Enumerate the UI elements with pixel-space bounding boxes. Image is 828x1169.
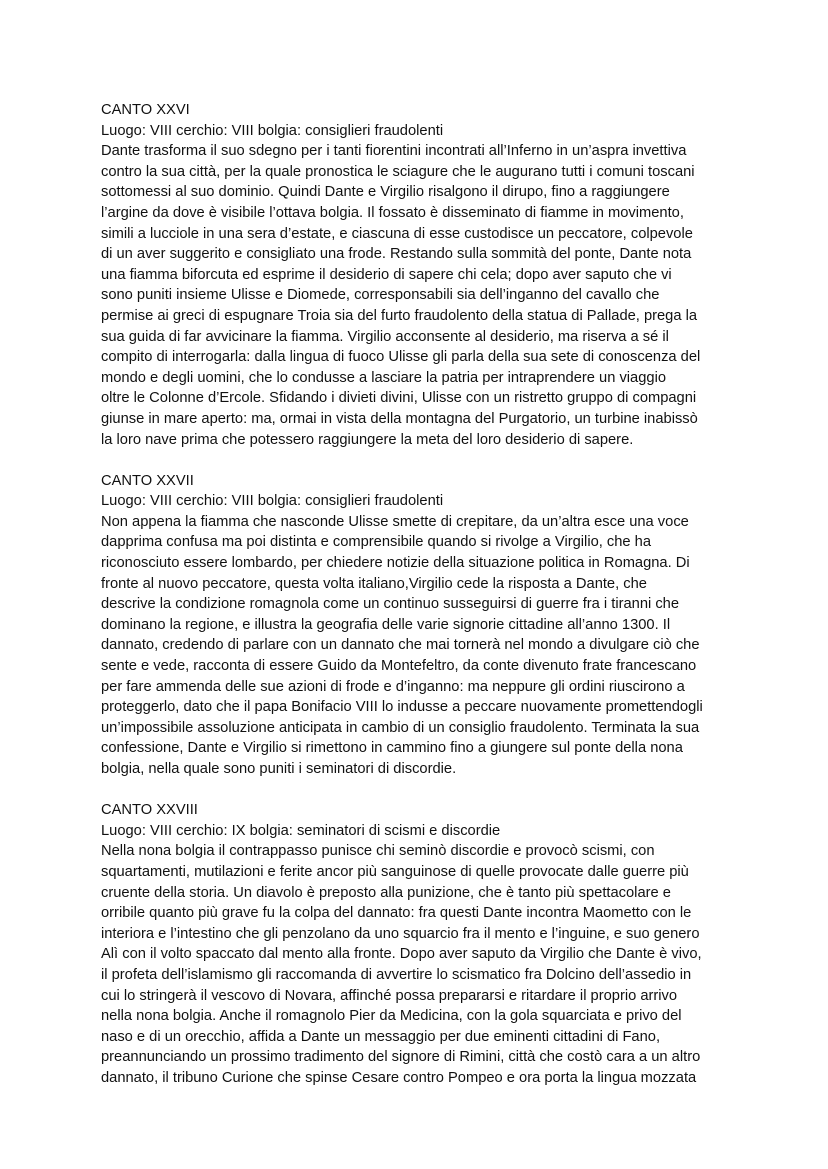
body-text-line: Nella nona bolgia il contrappasso punisce chi seminò discordie e provocò scismi, con bbox=[101, 843, 655, 860]
body-text-line: compito di interrogarla: dalla lingua di fuoco Ulisse gli parla della sua sete di conoscenza del bbox=[101, 349, 701, 366]
body-text-line: bolgia, nella quale sono puniti i seminatori di discordie. bbox=[101, 761, 457, 777]
canto-place: Luogo: VIII cerchio: VIII bolgia: consiglieri fraudolenti bbox=[101, 493, 444, 510]
body-text-line: interiora e l’intestino che gli penzolano da uno squarcio fra il mento e l’inguine, e suo genero bbox=[101, 925, 700, 942]
body-text-line: dapprima confusa ma poi distinta e comprensibile quando si rivolge a Virgilio, che ha bbox=[101, 534, 652, 551]
canto-heading: CANTO XXVIII bbox=[101, 802, 198, 819]
body-text-line: Dante trasforma il suo sdegno per i tanti fiorentini incontrati all’Inferno in un’aspra invettiva bbox=[101, 143, 687, 160]
canto-section bbox=[101, 100, 741, 450]
body-text-line: di un aver suggerito e consigliato una frode. Restando sulla sommità del ponte, Dante nota bbox=[101, 246, 692, 263]
canto-body bbox=[101, 512, 741, 780]
body-text-line: cruente della storia. Un diavolo è preposto alla punizione, che è tanto più spettacolare e bbox=[101, 884, 671, 901]
body-text-line: sottomessi al suo dominio. Quindi Dante e Virgilio risalgono il dirupo, fino a raggiungere bbox=[101, 184, 670, 201]
body-text-line: confessione, Dante e Virgilio si rimettono in cammino fino a giungere sul ponte della nona bbox=[101, 740, 683, 757]
body-text-line: permise ai greci di espugnare Troia sia del furto fraudolento della statua di Pallade, prega la bbox=[101, 307, 698, 324]
body-text-line: sono puniti insieme Ulisse e Diomede, corresponsabili sia dell’inganno del cavallo che bbox=[101, 287, 660, 304]
body-text-line: proteggerlo, dato che il papa Bonifacio VIII lo indusse a peccare nuovamente promettendogli bbox=[101, 699, 703, 716]
body-text-line: dannato, il tribuno Curione che spinse Cesare contro Pompeo e ora porta la lingua mozzata bbox=[101, 1069, 697, 1086]
body-text-line: fronte al nuovo peccatore, questa volta italiano,Virgilio cede la risposta a Dante, che bbox=[101, 575, 647, 592]
body-text-line: Non appena la fiamma che nasconde Ulisse smette di crepitare, da un’altra esce una voce bbox=[101, 513, 689, 530]
body-text-line: preannunciando un prossimo tradimento del signore di Rimini, città che costò cara a un altro bbox=[101, 1049, 701, 1066]
body-text-line: squartamenti, mutilazioni e ferite ancor più sanguinose di quelle provocate dalle guerre più bbox=[101, 863, 689, 880]
body-text-line: contro la sua città, per la quale pronostica le sciagure che le augurano tutti i comuni toscani bbox=[101, 163, 695, 180]
body-text-line: mondo e degli uomini, che lo condusse a lasciare la patria per intraprendere un viaggio bbox=[101, 369, 666, 386]
canto-place: Luogo: VIII cerchio: IX bolgia: seminatori di scismi e discordie bbox=[101, 822, 501, 839]
body-text-line: giunse in mare aperto: ma, ormai in vista della montagna del Purgatorio, un turbine inabissò bbox=[101, 410, 698, 427]
document-page bbox=[101, 100, 741, 1109]
body-text-line: Alì con il volto spaccato dal mento alla fronte. Dopo aver saputo da Virgilio che Dante è vivo, bbox=[101, 946, 702, 963]
body-text-line: simili a lucciole in una sera d’estate, e ciascuna di esse custodisce un peccatore, colpevole bbox=[101, 225, 693, 242]
body-text-line: naso e di un orecchio, affida a Dante un messaggio per due eminenti cittadini di Fano, bbox=[101, 1028, 661, 1045]
canto-heading: CANTO XXVI bbox=[101, 102, 190, 118]
body-text-line: cui lo stringerà il vescovo di Novara, affinché possa prepararsi e ritardare il proprio arrivo bbox=[101, 987, 678, 1004]
body-text-line: sente e vede, racconta di essere Guido da Montefeltro, da conte divenuto frate francescano bbox=[101, 658, 697, 675]
body-text-line: oltre le Colonne d’Ercole. Sfidando i divieti divini, Ulisse con un ristretto gruppo di compagni bbox=[101, 390, 697, 407]
body-text-line: dannato, credendo di parlare con un dannato che mai tornerà nel mondo a divulgare ciò che bbox=[101, 637, 700, 654]
canto-section bbox=[101, 800, 741, 1088]
body-text-line: orribile quanto più grave fu la colpa del dannato: fra questi Dante incontra Maometto con le bbox=[101, 905, 692, 922]
canto-body bbox=[101, 841, 741, 1088]
body-text-line: l’argine da dove è visibile l’ottava bolgia. Il fossato è disseminato di fiamme in movimento, bbox=[101, 204, 684, 221]
body-text-line: nella nona bolgia. Anche il romagnolo Pier da Medicina, con la gola squarciata e privo del bbox=[101, 1008, 682, 1025]
canto-body bbox=[101, 141, 741, 450]
body-text-line: la loro nave prima che potessero raggiungere la meta del loro desiderio di sapere. bbox=[101, 431, 634, 448]
canto-place: Luogo: VIII cerchio: VIII bolgia: consiglieri fraudolenti bbox=[101, 122, 444, 139]
body-text-line: un’impossibile assoluzione anticipata in cambio di un consiglio fraudolento. Terminata la sua bbox=[101, 719, 700, 736]
body-text-line: riconosciuto essere lombardo, per chiedere notizie della situazione politica in Romagna. Di bbox=[101, 555, 690, 572]
body-text-line: per fare ammenda delle sue azioni di frode e d’inganno: ma neppure gli ordini riuscirono a bbox=[101, 678, 685, 695]
body-text-line: il profeta dell’islamismo gli raccomanda di avvertire lo scismatico fra Dolcino dell’assedio in bbox=[101, 966, 692, 983]
canto-section bbox=[101, 471, 741, 780]
canto-heading: CANTO XXVII bbox=[101, 472, 194, 489]
body-text-line: una fiamma biforcuta ed esprime il desiderio di sapere chi cela; dopo aver saputo che vi bbox=[101, 266, 672, 283]
body-text-line: descrive la condizione romagnola come un continuo susseguirsi di guerre fra i tiranni che bbox=[101, 596, 680, 613]
body-text-line: sua guida di far avvicinare la fiamma. Virgilio acconsente al desiderio, ma riserva a sé il bbox=[101, 328, 669, 345]
body-text-line: dominano la regione, e illustra la geografia delle varie signorie cittadine all’anno 1300. Il bbox=[101, 616, 671, 633]
